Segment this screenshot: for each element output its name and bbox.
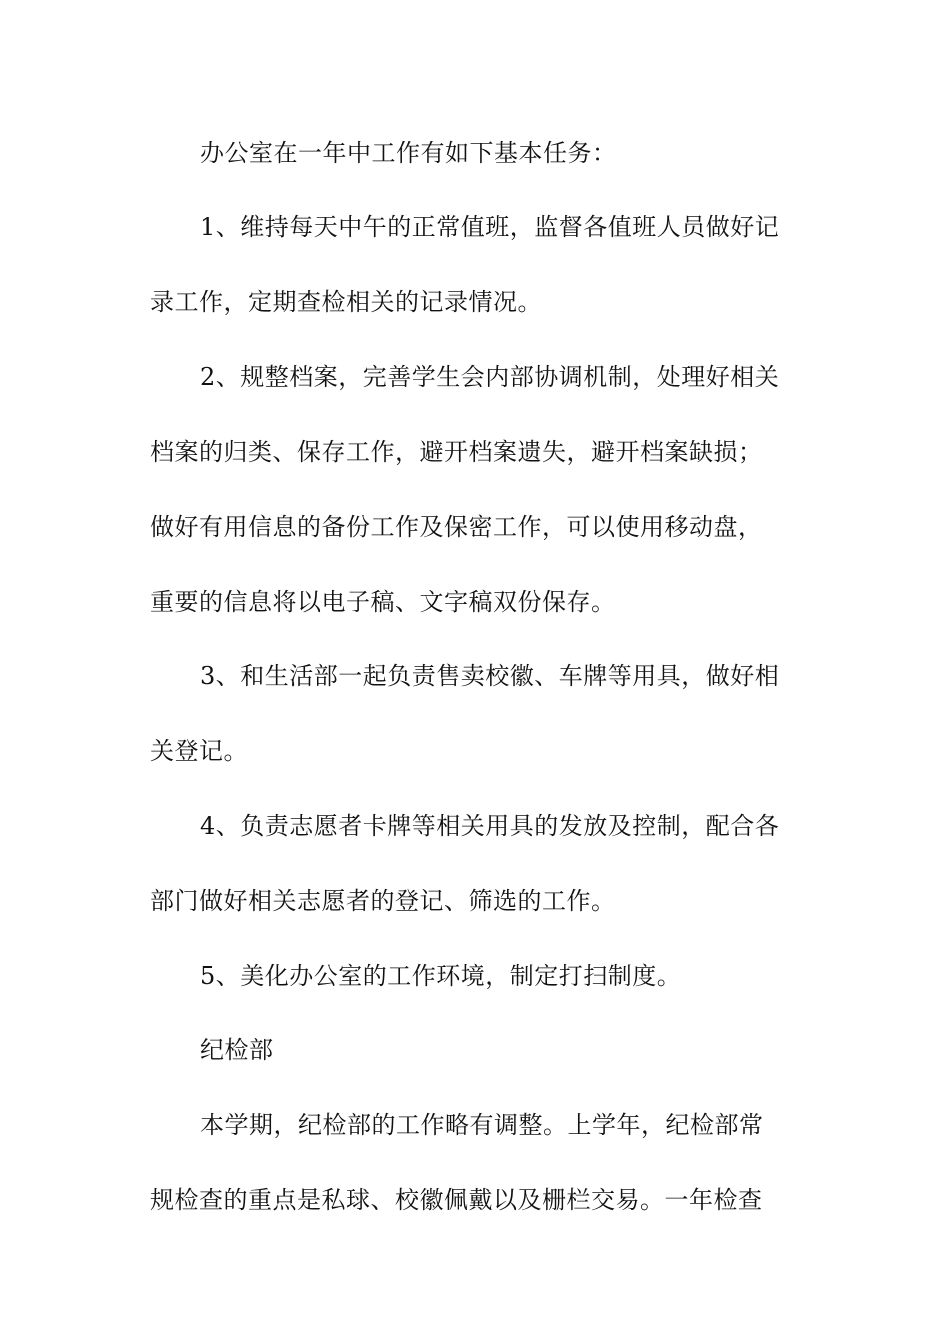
- item-1-line-2: 录工作，定期查检相关的记录情况。: [150, 288, 542, 316]
- item-4-line-1: 4、负责志愿者卡牌等相关用具的发放及控制，配合各: [200, 812, 780, 840]
- section-heading: 纪检部: [200, 1036, 274, 1064]
- item-1-line-1: 1、维持每天中午的正常值班，监督各值班人员做好记: [200, 213, 780, 241]
- item-5-line-1: 5、美化办公室的工作环境，制定打扫制度。: [200, 962, 682, 990]
- section-paragraph-line-2: 规检查的重点是私球、校徽佩戴以及栅栏交易。一年检查: [150, 1186, 763, 1214]
- item-2-line-3: 做好有用信息的备份工作及保密工作，可以使用移动盘，: [150, 513, 763, 541]
- section-paragraph-line-1: 本学期，纪检部的工作略有调整。上学年，纪检部常: [200, 1111, 764, 1139]
- item-2-line-2: 档案的归类、保存工作，避开档案遗失，避开档案缺损；: [150, 438, 763, 466]
- item-2-line-4: 重要的信息将以电子稿、文字稿双份保存。: [150, 588, 616, 616]
- item-3-line-2: 关登记。: [150, 737, 248, 765]
- item-2-line-1: 2、规整档案，完善学生会内部协调机制，处理好相关: [200, 363, 780, 391]
- item-3-line-1: 3、和生活部一起负责售卖校徽、车牌等用具，做好相: [200, 662, 780, 690]
- item-4-line-2: 部门做好相关志愿者的登记、筛选的工作。: [150, 887, 616, 915]
- paragraph-intro-line: 办公室在一年中工作有如下基本任务：: [200, 139, 617, 167]
